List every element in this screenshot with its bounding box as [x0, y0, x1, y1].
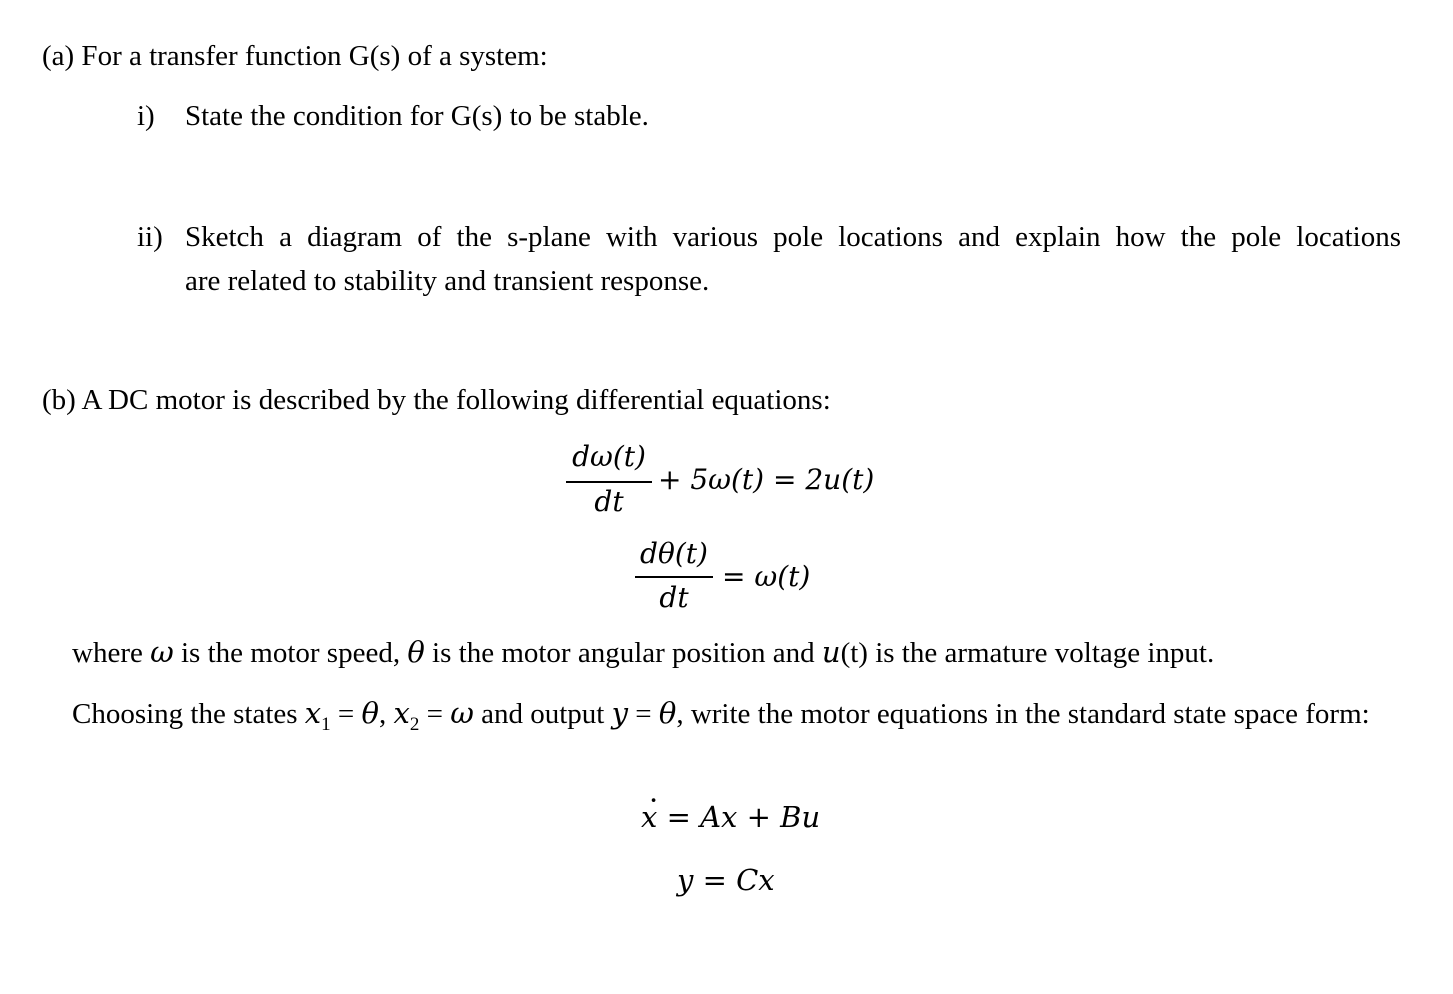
equation-1-denominator: dt	[594, 485, 624, 518]
part-a-ii-line2: are related to stability and transient response.	[185, 265, 710, 297]
choose-text-1: Choosing the states	[72, 698, 305, 730]
equation-2-numerator: dθ(t)	[640, 537, 708, 570]
equation-2-denominator: dt	[659, 581, 689, 614]
equation-2-denominator-wrap	[634, 581, 714, 614]
choose-sub2: 2	[409, 713, 420, 735]
state-equation-rest: = Ax + Bu	[657, 800, 821, 834]
equation-1-numerator: dω(t)	[572, 440, 646, 473]
choose-eq2: =	[419, 698, 451, 730]
part-a-i-text: State the condition for G(s) to be stable.	[185, 100, 649, 132]
choose-x2: x	[393, 696, 410, 730]
equation-2-rhs: = ω(t)	[722, 560, 811, 593]
where-text-1: where	[72, 637, 151, 669]
choosing-paragraph	[72, 692, 1402, 746]
part-b-heading: (b) A DC motor is described by the following differential equations:	[42, 384, 831, 416]
output-equation: y = Cx	[677, 863, 775, 897]
choose-text-2: and output	[473, 698, 612, 730]
equation-1-fraction-bar	[566, 481, 652, 483]
equation-1-rhs: + 5ω(t) = 2u(t)	[658, 463, 875, 496]
where-omega: ω	[150, 635, 174, 669]
where-theta: θ	[407, 635, 425, 669]
state-x-dot: x ·	[641, 800, 657, 834]
choose-y: y	[611, 696, 628, 730]
part-a-ii-line1: Sketch a diagram of the s-plane with various pole locations and explain how the pole locations	[185, 221, 1401, 253]
where-t: (t)	[840, 637, 868, 669]
choose-x1: x	[304, 696, 322, 730]
part-a-heading: (a) For a transfer function G(s) of a system:	[42, 40, 548, 72]
choose-theta2: θ	[658, 696, 677, 730]
choose-eq3: =	[628, 698, 659, 730]
equation-1-denominator-wrap	[565, 485, 653, 518]
choose-text-3: , write the motor equations in the standard state space form:	[676, 698, 1370, 730]
choose-comma: ,	[378, 698, 394, 730]
choose-eq1: =	[330, 698, 362, 730]
where-text-2: is the motor speed,	[173, 637, 408, 669]
where-u: u	[821, 635, 841, 669]
equation-2-fraction-bar	[635, 576, 713, 578]
where-sentence	[72, 635, 1215, 669]
choose-omega: ω	[450, 696, 474, 730]
choose-sub1: 1	[321, 713, 331, 735]
part-a-i-label: i)	[137, 100, 155, 132]
state-equation	[641, 800, 821, 834]
part-a-ii-label: ii)	[137, 221, 163, 253]
choose-theta: θ	[361, 696, 379, 730]
where-text-4: is the armature voltage input.	[867, 637, 1215, 669]
equation-2-fraction	[634, 537, 714, 570]
where-text-3: is the motor angular position and	[424, 637, 822, 669]
equation-1-fraction	[565, 440, 653, 473]
